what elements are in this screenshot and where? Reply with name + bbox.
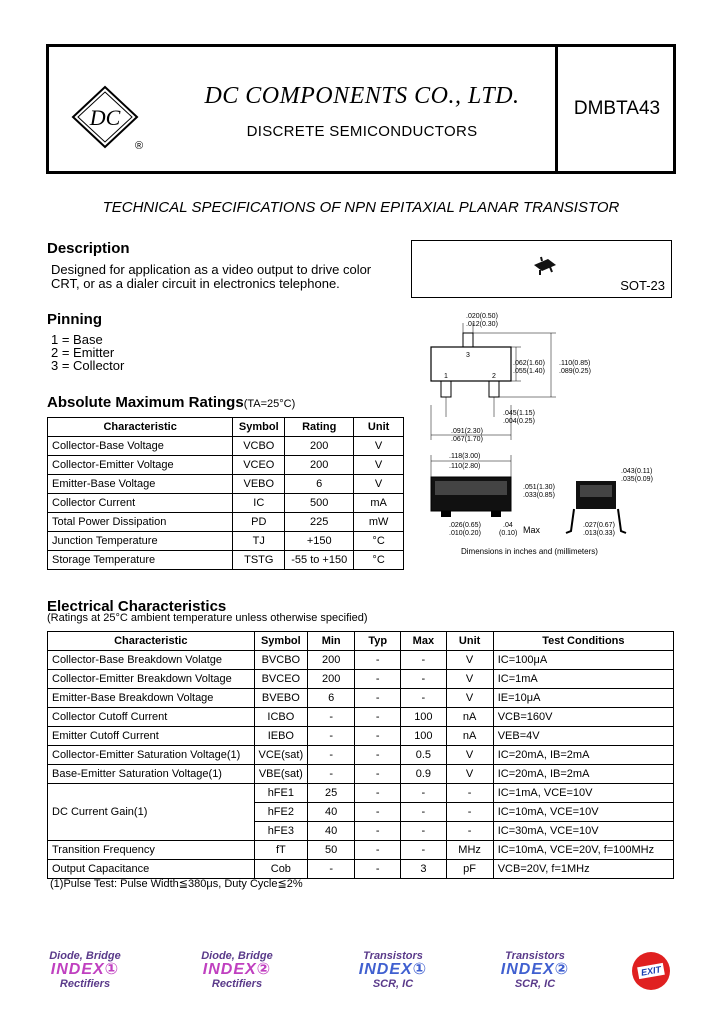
- abs-unit: V: [354, 456, 404, 475]
- elec-unit: nA: [446, 727, 493, 746]
- abs-max-row: [48, 475, 404, 494]
- abs-symbol: VCBO: [233, 437, 285, 456]
- elec-max: 0.5: [401, 746, 446, 765]
- abs-unit: V: [354, 475, 404, 494]
- document-title: TECHNICAL SPECIFICATIONS OF NPN EPITAXIAL PLANAR TRANSISTOR: [102, 199, 620, 216]
- elec-characteristic: Output Capacitance: [48, 860, 255, 879]
- company-subtitle: DISCRETE SEMICONDUCTORS: [246, 123, 478, 140]
- dimension-drawing: [411, 305, 681, 565]
- elec-typ: -: [355, 746, 401, 765]
- package-box: [411, 240, 672, 298]
- description-heading: Description: [47, 240, 130, 257]
- abs-unit: mA: [354, 494, 404, 513]
- abs-unit: mW: [354, 513, 404, 532]
- footer-link-diode-index-1[interactable]: [40, 950, 130, 992]
- elec-min: 40: [308, 822, 355, 841]
- footer-link-line: INDEX①: [50, 961, 120, 978]
- abs-characteristic: Emitter-Base Voltage: [48, 475, 233, 494]
- dim-label: .110(0.85): [559, 360, 591, 367]
- elec-typ: -: [355, 651, 401, 670]
- dim-label: .043(0.11): [621, 468, 653, 475]
- elec-condition: IC=100μA: [493, 651, 673, 670]
- pin-3-lead: [463, 333, 473, 347]
- elec-condition: IC=1mA, VCE=10V: [493, 784, 673, 803]
- dim-label: .067(1.70): [451, 436, 483, 443]
- abs-unit: °C: [354, 532, 404, 551]
- dim-label: (0.10): [499, 530, 518, 537]
- abs-characteristic: Collector-Emitter Voltage: [48, 456, 233, 475]
- abs-header-characteristic: Characteristic: [48, 418, 233, 437]
- elec-min: -: [308, 746, 355, 765]
- company-logo: [69, 83, 149, 153]
- elec-symbol: ICBO: [254, 708, 308, 727]
- elec-symbol: Cob: [254, 860, 308, 879]
- elec-unit: V: [446, 651, 493, 670]
- elec-condition: VCB=160V: [493, 708, 673, 727]
- footer-link-diode-index-2[interactable]: [192, 950, 282, 992]
- dim-label: .033(0.85): [523, 492, 555, 499]
- abs-header-symbol: Symbol: [233, 418, 285, 437]
- elec-max: -: [401, 841, 446, 860]
- elec-symbol: hFE3: [254, 822, 308, 841]
- dim-label: .091(2.30): [451, 428, 483, 435]
- elec-typ: -: [355, 860, 401, 879]
- abs-max-row: [48, 513, 404, 532]
- dim-label: .035(0.09): [621, 476, 653, 483]
- dim-label: .013(0.33): [583, 530, 615, 537]
- electrical-row: [48, 651, 674, 670]
- elec-min: 50: [308, 841, 355, 860]
- electrical-table: [47, 631, 674, 879]
- company-name: DC COMPONENTS CO., LTD.: [204, 83, 520, 109]
- elec-condition: IC=10mA, VCE=10V: [493, 803, 673, 822]
- footer-link-line: INDEX②: [202, 961, 272, 978]
- footer-link-line: SCR, IC: [372, 978, 414, 990]
- package-image: [530, 255, 560, 279]
- abs-rating: 200: [285, 437, 354, 456]
- abs-rating: 225: [285, 513, 354, 532]
- elec-characteristic: Collector-Base Breakdown Volatge: [48, 651, 255, 670]
- dim-label: .010(0.20): [449, 530, 481, 537]
- elec-min: -: [308, 708, 355, 727]
- footnote: (1)Pulse Test: Pulse Width≦380μs, Duty Cycle≦2%: [50, 878, 303, 890]
- abs-rating: 6: [285, 475, 354, 494]
- abs-max-heading: Absolute Maximum Ratings: [47, 394, 244, 411]
- pin-2: 2 = Emitter: [51, 345, 115, 360]
- elec-unit: -: [446, 822, 493, 841]
- electrical-note: (Ratings at 25°C ambient temperature unless otherwise specified): [47, 612, 368, 624]
- abs-symbol: VEBO: [233, 475, 285, 494]
- elec-condition: VCB=20V, f=1MHz: [493, 860, 673, 879]
- dimension-note: Dimensions in inches and (millimeters): [461, 547, 598, 556]
- pin-2-lead: [489, 381, 499, 397]
- elec-header-characteristic: Characteristic: [48, 632, 255, 651]
- description-line-2: CRT, or as a dialer circuit in electronics telephone.: [51, 276, 340, 291]
- dim-label: .062(1.60): [513, 360, 545, 367]
- pin-1-num: 1: [444, 373, 448, 380]
- dim-label: .04: [503, 522, 513, 529]
- elec-unit: V: [446, 670, 493, 689]
- abs-symbol: IC: [233, 494, 285, 513]
- abs-rating: 200: [285, 456, 354, 475]
- elec-characteristic: Emitter-Base Breakdown Voltage: [48, 689, 255, 708]
- elec-min: -: [308, 765, 355, 784]
- abs-max-condition: (TA=25°C): [243, 398, 296, 410]
- elec-min: -: [308, 727, 355, 746]
- elec-unit: -: [446, 803, 493, 822]
- elec-unit: -: [446, 784, 493, 803]
- elec-header-typ: Typ: [355, 632, 401, 651]
- elec-max: 100: [401, 708, 446, 727]
- electrical-row: [48, 670, 674, 689]
- elec-unit: nA: [446, 708, 493, 727]
- footer-link-line: Rectifiers: [59, 978, 111, 990]
- abs-characteristic: Storage Temperature: [48, 551, 233, 570]
- exit-label: EXIT: [637, 963, 665, 979]
- footer-link-transistor-index-2[interactable]: [490, 950, 580, 992]
- elec-symbol: BVCEO: [254, 670, 308, 689]
- elec-min: 25: [308, 784, 355, 803]
- abs-max-row: [48, 437, 404, 456]
- elec-unit: V: [446, 746, 493, 765]
- dim-label: .118(3.00): [449, 453, 481, 460]
- elec-max: -: [401, 822, 446, 841]
- elec-unit: pF: [446, 860, 493, 879]
- electrical-row: [48, 765, 674, 784]
- elec-characteristic: Emitter Cutoff Current: [48, 727, 255, 746]
- elec-characteristic: Collector-Emitter Saturation Voltage(1): [48, 746, 255, 765]
- elec-symbol: hFE2: [254, 803, 308, 822]
- elec-min: 40: [308, 803, 355, 822]
- elec-condition: IC=30mA, VCE=10V: [493, 822, 673, 841]
- elec-typ: -: [355, 803, 401, 822]
- logo-text: DC: [89, 105, 121, 130]
- package-label: SOT-23: [620, 278, 665, 293]
- abs-rating: 500: [285, 494, 354, 513]
- elec-typ: -: [355, 727, 401, 746]
- elec-condition: IC=10mA, VCE=20V, f=100MHz: [493, 841, 673, 860]
- header-box: [46, 44, 676, 174]
- elec-symbol: VBE(sat): [254, 765, 308, 784]
- elec-header-symbol: Symbol: [254, 632, 308, 651]
- elec-condition: IC=1mA: [493, 670, 673, 689]
- abs-rating: -55 to +150: [285, 551, 354, 570]
- description-line-1: Designed for application as a video output to drive color: [51, 262, 372, 277]
- dim-label: .051(1.30): [523, 484, 555, 491]
- dim-label: .045(1.15): [503, 410, 535, 417]
- abs-characteristic: Total Power Dissipation: [48, 513, 233, 532]
- abs-rating: +150: [285, 532, 354, 551]
- footer-link-transistor-index-1[interactable]: [348, 950, 438, 992]
- abs-max-row: [48, 494, 404, 513]
- elec-typ: -: [355, 670, 401, 689]
- abs-unit: °C: [354, 551, 404, 570]
- elec-condition: IC=20mA, IB=2mA: [493, 765, 673, 784]
- footer-link-line: SCR, IC: [514, 978, 556, 990]
- elec-symbol: BVCBO: [254, 651, 308, 670]
- abs-max-table: [47, 417, 404, 570]
- elec-typ: -: [355, 708, 401, 727]
- pin-1-lead: [441, 381, 451, 397]
- elec-min: 6: [308, 689, 355, 708]
- elec-max: -: [401, 784, 446, 803]
- elec-min: 200: [308, 670, 355, 689]
- elec-characteristic: DC Current Gain(1): [48, 784, 255, 841]
- pinning-heading: Pinning: [47, 311, 102, 328]
- abs-characteristic: Collector-Base Voltage: [48, 437, 233, 456]
- abs-characteristic: Collector Current: [48, 494, 233, 513]
- dim-label: Max: [523, 525, 541, 535]
- dim-label: .027(0.67): [583, 522, 615, 529]
- electrical-row: [48, 860, 674, 879]
- elec-header-conditions: Test Conditions: [493, 632, 673, 651]
- elec-typ: -: [355, 822, 401, 841]
- elec-unit: MHz: [446, 841, 493, 860]
- elec-typ: -: [355, 689, 401, 708]
- abs-symbol: PD: [233, 513, 285, 532]
- abs-max-header-row: [48, 418, 404, 437]
- elec-max: 0.9: [401, 765, 446, 784]
- abs-max-row: [48, 532, 404, 551]
- elec-characteristic: Collector-Emitter Breakdown Voltage: [48, 670, 255, 689]
- elec-typ: -: [355, 841, 401, 860]
- electrical-row: [48, 727, 674, 746]
- dim-label: .020(0.50): [466, 313, 498, 320]
- elec-symbol: VCE(sat): [254, 746, 308, 765]
- electrical-row: [48, 841, 674, 860]
- elec-max: 100: [401, 727, 446, 746]
- pin-1: 1 = Base: [51, 332, 103, 347]
- elec-symbol: fT: [254, 841, 308, 860]
- abs-max-row: [48, 456, 404, 475]
- elec-min: -: [308, 860, 355, 879]
- elec-typ: -: [355, 765, 401, 784]
- dim-label: .004(0.25): [503, 418, 535, 425]
- electrical-header-row: [48, 632, 674, 651]
- dim-label: .110(2.80): [449, 463, 481, 470]
- dim-label: .055(1.40): [513, 368, 545, 375]
- abs-header-rating: Rating: [285, 418, 354, 437]
- elec-max: 3: [401, 860, 446, 879]
- dim-label: .026(0.65): [449, 522, 481, 529]
- elec-max: -: [401, 651, 446, 670]
- elec-max: -: [401, 670, 446, 689]
- top-view-body: [431, 347, 511, 381]
- abs-header-unit: Unit: [354, 418, 404, 437]
- footer-link-line: INDEX①: [358, 961, 428, 978]
- electrical-row: [48, 689, 674, 708]
- elec-condition: IC=20mA, IB=2mA: [493, 746, 673, 765]
- registered-mark: ®: [134, 140, 144, 152]
- elec-max: -: [401, 803, 446, 822]
- elec-typ: -: [355, 784, 401, 803]
- elec-symbol: IEBO: [254, 727, 308, 746]
- elec-characteristic: Transition Frequency: [48, 841, 255, 860]
- elec-condition: IE=10μA: [493, 689, 673, 708]
- elec-unit: V: [446, 689, 493, 708]
- electrical-row: [48, 708, 674, 727]
- footer-link-line: Diode, Bridge: [201, 950, 273, 962]
- abs-symbol: VCEO: [233, 456, 285, 475]
- electrical-row: [48, 746, 674, 765]
- footer-link-line: Transistors: [505, 950, 565, 962]
- pin-3-num: 3: [466, 352, 470, 359]
- electrical-heading: Electrical Characteristics: [47, 598, 227, 615]
- dim-label: .089(0.25): [559, 368, 591, 375]
- pin-2-num: 2: [492, 373, 496, 380]
- pin-3: 3 = Collector: [51, 358, 125, 373]
- abs-max-heading-row: [47, 394, 295, 412]
- elec-header-max: Max: [401, 632, 446, 651]
- elec-condition: VEB=4V: [493, 727, 673, 746]
- abs-symbol: TSTG: [233, 551, 285, 570]
- elec-header-unit: Unit: [446, 632, 493, 651]
- footer-link-line: Diode, Bridge: [49, 950, 121, 962]
- elec-symbol: BVEBO: [254, 689, 308, 708]
- elec-max: -: [401, 689, 446, 708]
- elec-header-min: Min: [308, 632, 355, 651]
- part-number: DMBTA43: [573, 98, 661, 119]
- elec-unit: V: [446, 765, 493, 784]
- abs-max-row: [48, 551, 404, 570]
- elec-characteristic: Base-Emitter Saturation Voltage(1): [48, 765, 255, 784]
- footer-link-line: Transistors: [363, 950, 423, 962]
- abs-symbol: TJ: [233, 532, 285, 551]
- dim-label: .012(0.30): [466, 321, 498, 328]
- abs-characteristic: Junction Temperature: [48, 532, 233, 551]
- exit-button[interactable]: [632, 952, 670, 990]
- abs-unit: V: [354, 437, 404, 456]
- elec-characteristic: Collector Cutoff Current: [48, 708, 255, 727]
- elec-symbol: hFE1: [254, 784, 308, 803]
- electrical-row: [48, 784, 674, 803]
- footer-link-line: Rectifiers: [211, 978, 263, 990]
- footer-link-line: INDEX②: [500, 961, 570, 978]
- elec-min: 200: [308, 651, 355, 670]
